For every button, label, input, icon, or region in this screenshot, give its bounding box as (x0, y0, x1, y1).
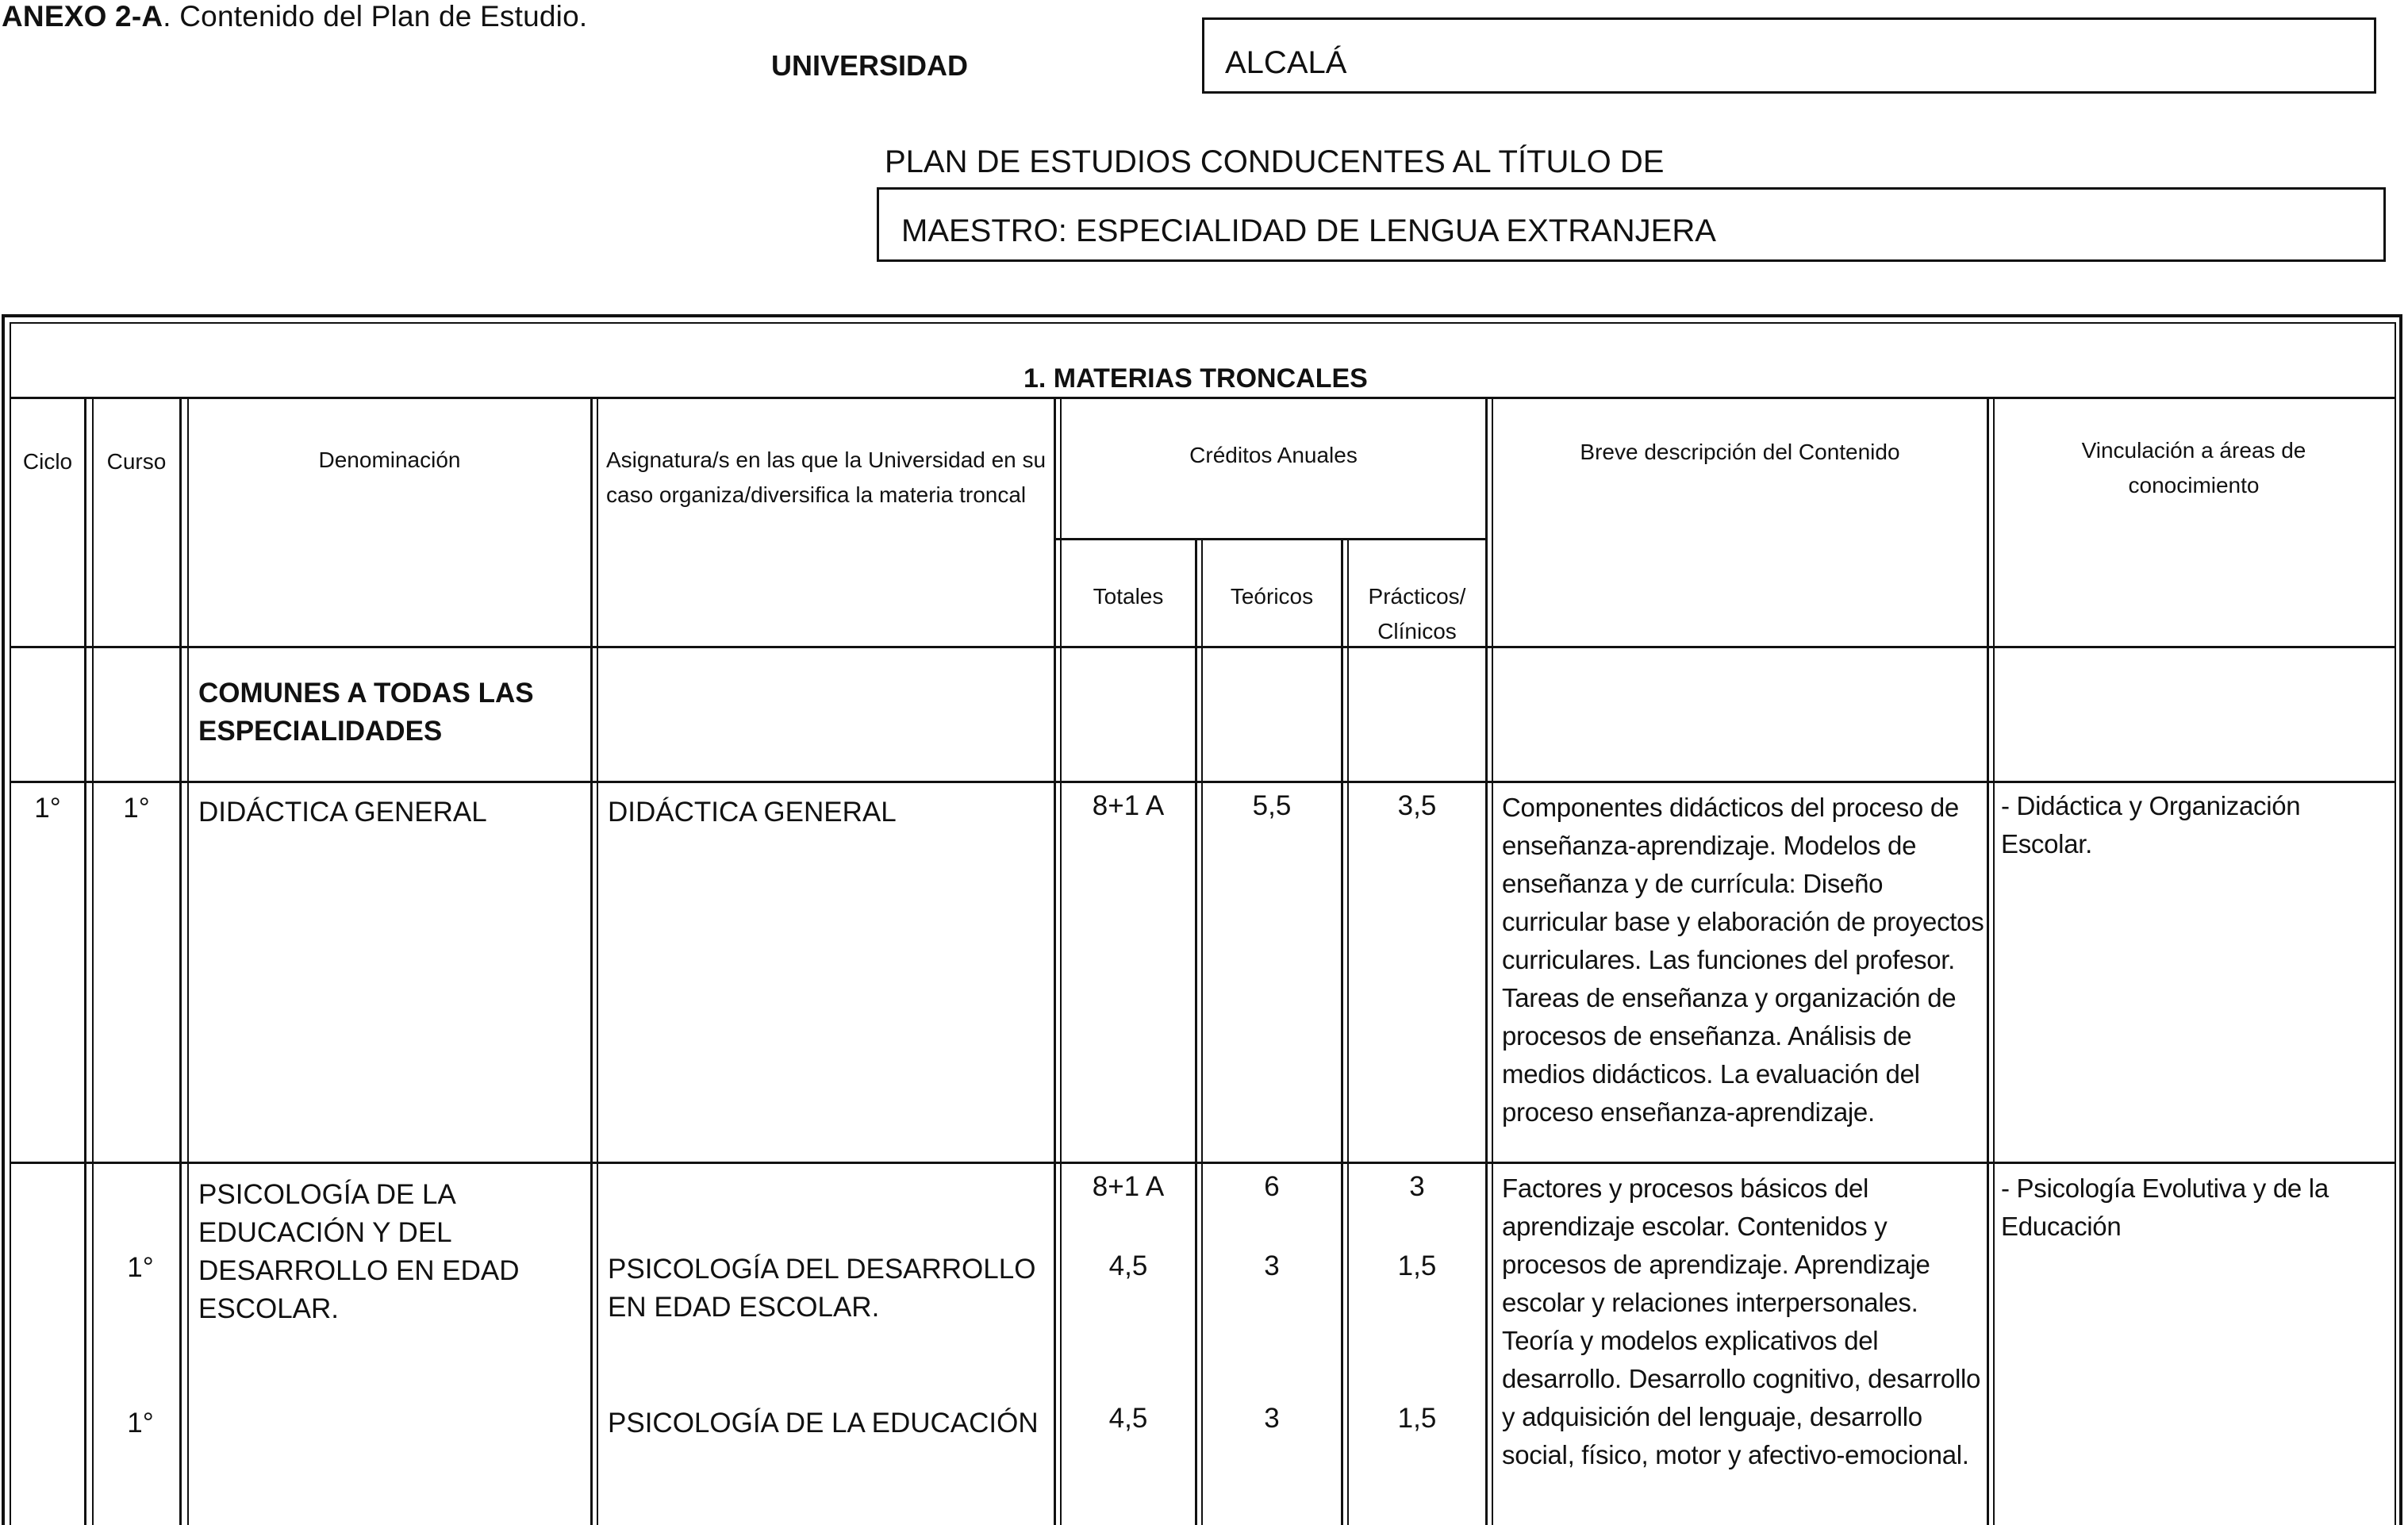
row-2-descripcion: Factores y procesos básicos del aprendizaje escolar. Contenidos y procesos de aprendizaje. Aprendizaje escolar y relaciones interpersonales. Teoría y modelos explicativos del desarrollo. Desarrollo cognitivo, desarrollo y adquisición del lenguaje, desarrollo social, físico, motor y afectivo-emocional. (1502, 1174, 1981, 1469)
header-top-rule (10, 397, 2396, 399)
annex-caption: . Contenido del Plan de Estudio. (163, 0, 588, 33)
col-header-descripcion: Breve descripción del Contenido (1580, 440, 1900, 464)
university-field: ALCALÁ (1202, 17, 2376, 94)
row-1-rule (10, 1162, 2396, 1164)
row-1-teoricos: 5,5 (1252, 790, 1292, 821)
col-rule (92, 398, 94, 1525)
degree-field: MAESTRO: ESPECIALIDAD DE LENGUA EXTRANJERA (877, 187, 2386, 262)
col-header-creditos: Créditos Anuales (1189, 443, 1358, 467)
row-2b-teoricos: 3 (1264, 1403, 1280, 1434)
col-rule (1987, 398, 1989, 1525)
row-2b-totales: 4,5 (1108, 1403, 1148, 1434)
row-2a-totales: 4,5 (1108, 1250, 1148, 1281)
row-1-asignatura: DIDÁCTICA GENERAL (608, 797, 897, 828)
group-row-rule (10, 781, 2396, 783)
col-header-totales: Totales (1093, 584, 1164, 609)
row-1-totales: 8+1 A (1092, 790, 1165, 821)
col-header-vinculacion: Vinculación a áreas de conocimiento (2081, 438, 2306, 497)
group-row-label: COMUNES A TODAS LAS ESPECIALIDADES (198, 678, 534, 747)
col-header-teoricos: Teóricos (1230, 584, 1314, 609)
plan-title: PLAN DE ESTUDIOS CONDUCENTES AL TÍTULO DE (885, 144, 1665, 179)
col-rule (1060, 398, 1062, 1525)
row-1-practicos: 3,5 (1397, 790, 1437, 821)
annex-label: ANEXO 2-A (2, 0, 163, 33)
row-2b-asignatura: PSICOLOGÍA DE LA EDUCACIÓN (608, 1408, 1039, 1439)
row-2a-curso: 1° (127, 1252, 154, 1283)
col-rule (84, 398, 86, 1525)
col-rule (179, 398, 182, 1525)
col-header-denominacion: Denominación (318, 448, 461, 472)
header-bottom-rule (10, 646, 2396, 648)
col-header-curso: Curso (106, 449, 167, 474)
row-2-vinculacion: - Psicología Evolutiva y de la Educación (2001, 1174, 2329, 1241)
row-1-descripcion: Componentes didácticos del proceso de enseñanza-aprendizaje. Modelos de enseñanza y de currícula: Diseño curricular base y elaboración de proyectos curriculares. Las funciones del profesor. Tareas de enseñanza y organización de procesos de enseñanza. Análisis de medios didácticos. La evaluación del proceso enseñanza-aprendizaje. (1502, 793, 1984, 1127)
col-rule (1993, 398, 1995, 1525)
row-2-totales: 8+1 A (1092, 1171, 1165, 1202)
row-1-vinculacion: - Didáctica y Organización Escolar. (2001, 791, 2301, 859)
col-rule (597, 398, 598, 1525)
credits-subheader-rule (1055, 538, 1488, 540)
row-2a-teoricos: 3 (1264, 1250, 1280, 1281)
row-1-curso: 1° (123, 793, 150, 824)
section-title: 1. MATERIAS TRONCALES (1023, 363, 1368, 394)
row-2a-practicos: 1,5 (1397, 1250, 1437, 1281)
col-rule (590, 398, 593, 1525)
row-2-denominacion: PSICOLOGÍA DE LA EDUCACIÓN Y DEL DESARROLLO EN EDAD ESCOLAR. (198, 1179, 520, 1324)
row-2-practicos: 3 (1409, 1171, 1425, 1202)
row-2b-curso: 1° (127, 1408, 154, 1439)
row-2-teoricos: 6 (1264, 1171, 1280, 1202)
col-header-practicos: Prácticos/ Clínicos (1368, 584, 1466, 643)
col-rule (187, 398, 189, 1525)
col-rule (1054, 398, 1056, 1525)
col-header-asignaturas: Asignatura/s en las que la Universidad en su caso organiza/diversifica la materia troncal (606, 448, 1047, 507)
col-rule (1341, 540, 1343, 1525)
annex-heading (2, 0, 587, 33)
col-rule (1485, 398, 1488, 1525)
col-header-ciclo: Ciclo (22, 449, 73, 474)
row-1-ciclo: 1° (34, 793, 61, 824)
row-2a-asignatura: PSICOLOGÍA DEL DESARROLLO EN EDAD ESCOLAR. (608, 1254, 1036, 1323)
col-rule (1201, 540, 1203, 1525)
row-1-denominacion: DIDÁCTICA GENERAL (198, 797, 487, 828)
col-rule (1195, 540, 1197, 1525)
university-label: UNIVERSIDAD (771, 49, 969, 82)
row-2b-practicos: 1,5 (1397, 1403, 1437, 1434)
col-rule (1492, 398, 1493, 1525)
col-rule (1347, 540, 1349, 1525)
